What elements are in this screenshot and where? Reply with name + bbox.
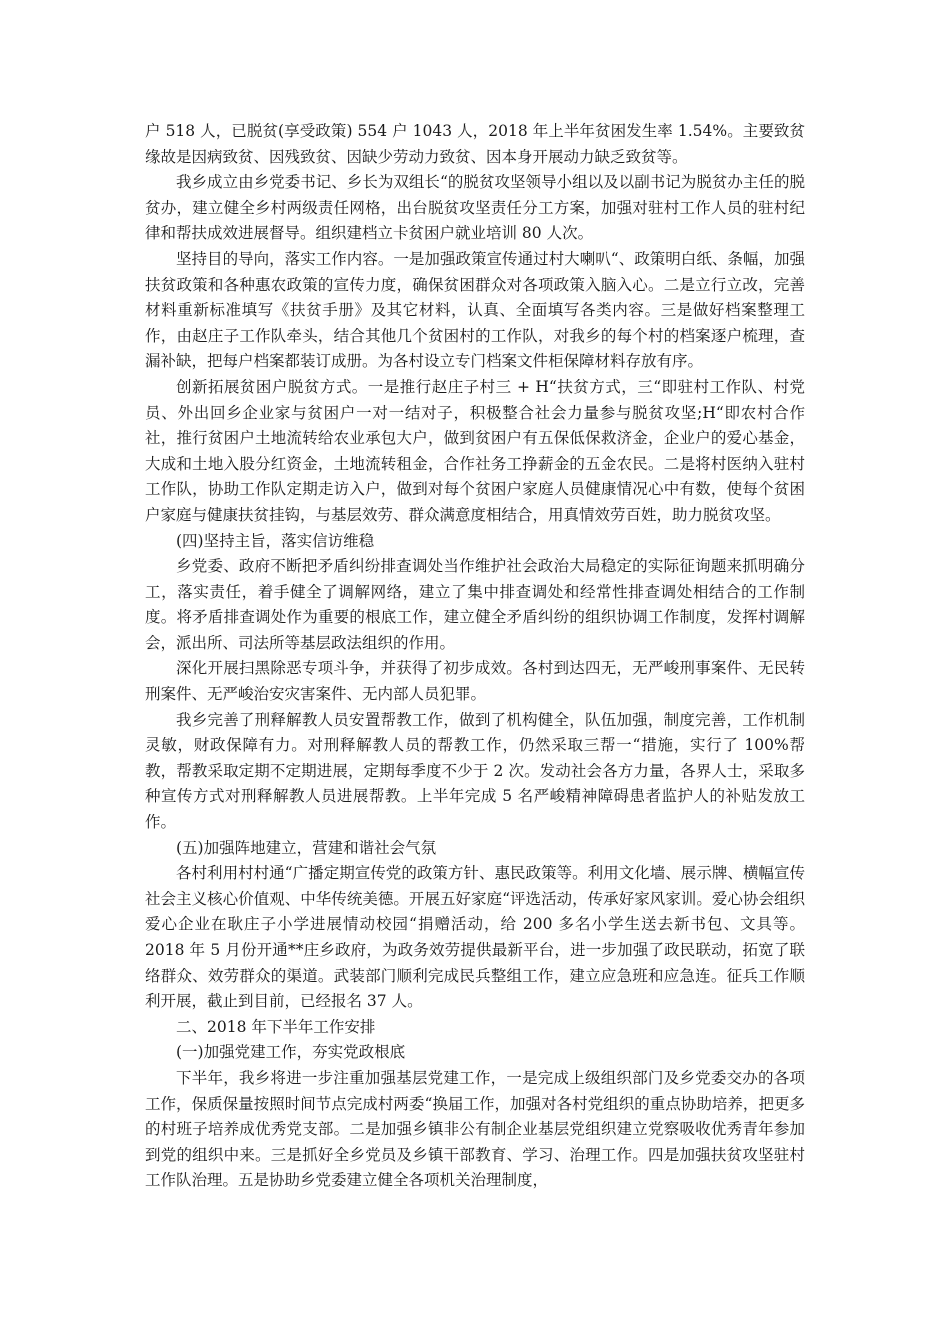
paragraph-rehabilitation: 我乡完善了刑释解教人员安置帮教工作，做到了机构健全，队伍加强，制度完善，工作机制灵敏，财政保障有力。对刑释解教人员的帮教工作，仍然采取三帮一“措施，实行了 100%帮教，帮教采取定期不定期进展，定期每季度不少于 2 次。发动社会各方力量，各界人士，采取多种宣传方式对刑释解教人员进展帮教。上半年完成 5 名严峻精神障碍患者监护人的补贴发放工作。 [145,710,805,832]
paragraph-dispute-mediation: 乡党委、政府不断把矛盾纠纷排查调处当作维护社会政治大局稳定的实际征询题来抓明确分工，落实责任，着手健全了调解网络，建立了集中排查调处和经常性排查调处相结合的工作制度。将矛盾排查调处作为重要的根底工作，建立健全矛盾纠纷的组织协调工作制度，发挥村调解会，派出所、司法所等基层政法组织的作用。 [145,557,805,652]
document-page [145,119,805,1194]
section-heading-4: (四)坚持主旨，落实信访维稳 [176,531,375,550]
paragraph-party-building: 下半年，我乡将进一步注重加强基层党建工作，一是完成上级组织部门及乡党委交办的各项工作，保质保量按照时间节点完成村两委“换届工作，加强对各村党组织的重点协助培养，把更多的村班子培养成优秀党支部。二是加强乡镇非公有制企业基层党组织建立党察吸收优秀青年参加到党的组织中来。三是抓好全乡党员及乡镇干部教育、学习、治理工作。四是加强扶贫攻坚驻村工作队治理。五是协助乡党委建立健全各项机关治理制度， [145,1068,805,1190]
section-heading-part-2: 二、2018 年下半年工作安排 [176,1017,376,1036]
paragraph-propaganda: 各村利用村村通“广播定期宣传党的政策方针、惠民政策等。利用文化墙、展示牌、横幅宣传社会主义核心价值观、中华传统美德。开展五好家庭“评选活动，传承好家风家训。爱心协会组织爱心企业在耿庄子小学进展情动校园“捐赠活动，给 200 多名小学生送去新书包、文具等。2018 年 5 月份开通**庄乡政府，为政务效劳提供最新平台，进一步加强了政民联动，拓宽了联络群众、效劳群众的渠道。武装部门顺利完成民兵整组工作，建立应急班和应急连。征兵工作顺利开展，截止到目前，已经报名 37 人。 [145,864,805,1011]
paragraph-poverty-leadership: 我乡成立由乡党委书记、乡长为双组长“的脱贫攻坚领导小组以及以副书记为脱贫办主任的脱贫办，建立健全乡村两级责任网格，出台脱贫攻坚责任分工方案，加强对驻村工作人员的驻村纪律和帮扶成效进展督导。组织建档立卡贫困户就业培训 80 人次。 [145,173,805,243]
section-heading-5: (五)加强阵地建立，营建和谐社会气氛 [176,838,437,857]
section-heading-2-1: (一)加强党建工作，夯实党政根底 [176,1043,406,1062]
paragraph-innovation: 创新拓展贫困户脱贫方式。一是推行赵庄子村三 + H“扶贫方式，三“即驻村工作队、村党员、外出回乡企业家与贫困户一对一结对子，积极整合社会力量参与脱贫攻坚;H“即农村合作社，推行贫困户土地流转给农业承包大户，做到贫困户有五保低保救济金，企业户的爱心基金，大成和土地入股分红资金，土地流转租金，合作社务工挣薪金的五金农民。二是将村医纳入驻村工作队，协助工作队定期走访入户，做到对每个贫困户家庭人员健康情况心中有数，使每个贫困户家庭与健康扶贫挂钩，与基层效劳、群众满意度相结合，用真情效劳百姓，助力脱贫攻坚。 [145,377,805,524]
paragraph-continuation: 户 518 人，已脱贫(享受政策) 554 户 1043 人，2018 年上半年贫困发生率 1.54%。主要致贫缘故是因病致贫、因残致贫、因缺少劳动力致贫、因本身开展动力缺乏致贫等。 [145,122,805,166]
paragraph-goal-orientation: 坚持目的导向，落实工作内容。一是加强政策宣传通过村大喇叭“、政策明白纸、条幅，加强扶贫政策和各种惠农政策的宣传力度，确保贫困群众对各项政策入脑入心。二是立行立改，完善材料重新标准填写《扶贫手册》及其它材料，认真、全面填写各类内容。三是做好档案整理工作，由赵庄子工作队牵头，结合其他几个贫困村的工作队，对我乡的每个村的档案逐户梳理，查漏补缺，把每户档案都装订成册。为各村设立专门档案文件柜保障材料存放有序。 [145,249,805,371]
paragraph-anti-crime: 深化开展扫黑除恶专项斗争，并获得了初步成效。各村到达四无，无严峻刑事案件、无民转刑案件、无严峻治安灾害案件、无内部人员犯罪。 [145,659,805,704]
